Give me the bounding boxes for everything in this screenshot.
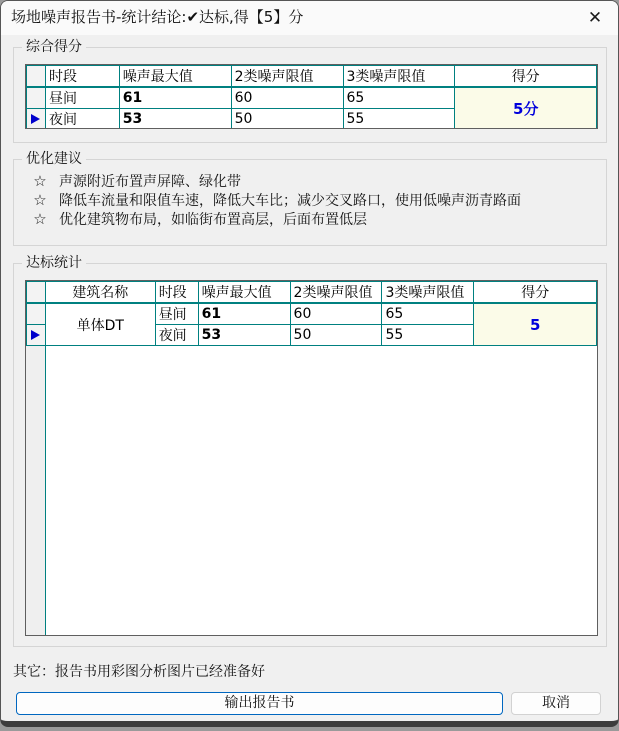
close-icon[interactable]: ✕ (587, 8, 603, 28)
groupbox-stats (13, 255, 607, 647)
suggestion-text: 声源附近布置声屏障、绿化带 (59, 174, 241, 190)
cell-limit2: 50 (231, 109, 343, 130)
other-note-text: 其它：报告书用彩图分析图片已经准备好 (13, 664, 265, 680)
table-row-day[interactable] (27, 87, 597, 109)
star-icon: ☆ (33, 172, 47, 190)
suggestion-item (30, 191, 598, 210)
cell-limit3: 55 (343, 109, 455, 130)
star-icon: ☆ (33, 191, 47, 209)
groupbox-suggestions (13, 151, 607, 246)
col-header-max: 噪声最大值 (119, 66, 231, 88)
cell-period: 昼间 (155, 303, 198, 325)
marker-header-cell (27, 66, 46, 88)
table-header-row (27, 66, 597, 88)
cell-max: 61 (119, 87, 231, 109)
suggestion-list (30, 172, 598, 229)
row-marker-cell (27, 325, 46, 346)
marker-header-cell (27, 282, 46, 304)
stats-grid (25, 280, 598, 636)
suggestion-item (30, 210, 598, 229)
col-header-score: 得分 (455, 66, 597, 88)
cell-max: 53 (119, 109, 231, 130)
suggestion-item (30, 172, 598, 191)
col-header-max: 噪声最大值 (198, 282, 290, 304)
cell-limit3: 65 (343, 87, 455, 109)
cell-period: 夜间 (155, 325, 198, 346)
col-header-limit3: 3类噪声限值 (343, 66, 455, 88)
cell-limit2: 60 (231, 87, 343, 109)
cell-limit3: 65 (382, 303, 474, 325)
groupbox-overall-score (13, 39, 607, 143)
cell-period: 夜间 (45, 109, 119, 130)
dialog-title: 场地噪声报告书-统计结论:✔达标,得【5】分 (11, 8, 304, 26)
suggestion-text: 优化建筑物布局，如临街布置高层，后面布置低层 (59, 212, 367, 228)
title-bar (1, 1, 618, 35)
star-icon: ☆ (33, 210, 47, 228)
col-header-period: 时段 (45, 66, 119, 88)
groupbox-overall-score-label: 综合得分 (22, 39, 86, 56)
col-header-limit3: 3类噪声限值 (382, 282, 474, 304)
export-report-button[interactable]: 输出报告书 (16, 692, 503, 715)
overall-score-grid (25, 64, 598, 129)
cell-period: 昼间 (45, 87, 119, 109)
col-header-limit2: 2类噪声限值 (231, 66, 343, 88)
suggestion-text: 降低车流量和限值车速，降低大车比；减少交叉路口，使用低噪声沥青路面 (59, 193, 521, 209)
stats-table (26, 281, 597, 346)
cell-max: 61 (198, 303, 290, 325)
row-marker-cell (27, 303, 46, 325)
col-header-score: 得分 (474, 282, 597, 304)
col-header-building: 建筑名称 (45, 282, 155, 304)
table-header-row (27, 282, 597, 304)
current-row-arrow-icon (31, 114, 40, 124)
groupbox-stats-label: 达标统计 (22, 255, 86, 272)
overall-score-cell: 5分 (455, 87, 597, 129)
col-header-limit2: 2类噪声限值 (290, 282, 382, 304)
row-marker-cell (27, 109, 46, 130)
current-row-arrow-icon (31, 330, 40, 340)
row-marker-cell (27, 87, 46, 109)
groupbox-suggestions-label: 优化建议 (22, 151, 86, 168)
overall-score-table (26, 65, 597, 129)
stats-score-cell: 5 (474, 303, 597, 346)
cancel-button[interactable]: 取消 (511, 692, 601, 715)
col-header-period: 时段 (155, 282, 198, 304)
table-row-day[interactable] (27, 303, 597, 325)
cell-limit2: 50 (290, 325, 382, 346)
cell-limit3: 55 (382, 325, 474, 346)
cell-limit2: 60 (290, 303, 382, 325)
cell-building-name: 单体DT (45, 303, 155, 346)
cell-max: 53 (198, 325, 290, 346)
